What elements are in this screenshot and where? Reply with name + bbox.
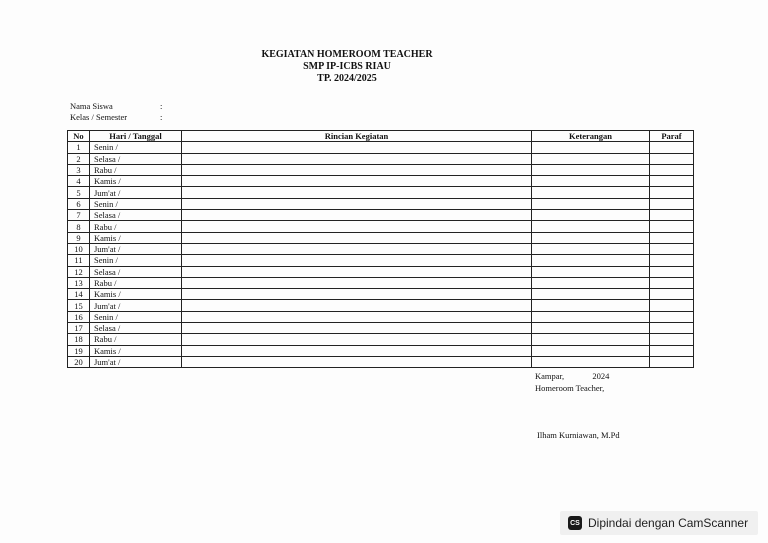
row-activity-details bbox=[182, 210, 532, 221]
row-number: 4 bbox=[68, 176, 90, 187]
row-number: 1 bbox=[68, 142, 90, 153]
row-day-date: Jum'at / bbox=[90, 356, 182, 367]
row-number: 16 bbox=[68, 311, 90, 322]
row-day-date: Selasa / bbox=[90, 210, 182, 221]
row-day-date: Kamis / bbox=[90, 345, 182, 356]
row-signature bbox=[650, 221, 694, 232]
row-activity-details bbox=[182, 311, 532, 322]
signature-place: Kampar, bbox=[535, 371, 565, 381]
class-semester-row bbox=[70, 112, 162, 123]
row-notes bbox=[532, 198, 650, 209]
row-number: 13 bbox=[68, 277, 90, 288]
table-row bbox=[68, 243, 694, 254]
student-info bbox=[70, 101, 162, 123]
camscanner-text: Dipindai dengan CamScanner bbox=[588, 516, 749, 530]
row-number: 15 bbox=[68, 300, 90, 311]
row-signature bbox=[650, 187, 694, 198]
row-signature bbox=[650, 289, 694, 300]
table-row bbox=[68, 356, 694, 367]
row-signature bbox=[650, 323, 694, 334]
col-header-no: No bbox=[68, 131, 90, 142]
table-row bbox=[68, 345, 694, 356]
row-signature bbox=[650, 277, 694, 288]
row-notes bbox=[532, 164, 650, 175]
header-title: KEGIATAN HOMEROOM TEACHER bbox=[261, 49, 433, 60]
header-school: SMP IP-ICBS RIAU bbox=[303, 61, 391, 72]
row-day-date: Kamis / bbox=[90, 176, 182, 187]
table-row bbox=[68, 289, 694, 300]
row-signature bbox=[650, 176, 694, 187]
col-header-day-date: Hari / Tanggal bbox=[90, 131, 182, 142]
camscanner-logo-icon: CS bbox=[568, 516, 582, 530]
row-notes bbox=[532, 311, 650, 322]
row-number: 10 bbox=[68, 243, 90, 254]
row-activity-details bbox=[182, 277, 532, 288]
row-day-date: Selasa / bbox=[90, 266, 182, 277]
row-activity-details bbox=[182, 187, 532, 198]
row-signature bbox=[650, 153, 694, 164]
row-signature bbox=[650, 266, 694, 277]
row-day-date: Rabu / bbox=[90, 334, 182, 345]
row-notes bbox=[532, 142, 650, 153]
row-activity-details bbox=[182, 142, 532, 153]
row-activity-details bbox=[182, 164, 532, 175]
row-signature bbox=[650, 345, 694, 356]
col-header-signature: Paraf bbox=[650, 131, 694, 142]
table-row bbox=[68, 323, 694, 334]
table-row bbox=[68, 232, 694, 243]
row-activity-details bbox=[182, 356, 532, 367]
student-name-label: Nama Siswa bbox=[70, 101, 113, 111]
col-header-notes: Keterangan bbox=[532, 131, 650, 142]
row-signature bbox=[650, 311, 694, 322]
row-notes bbox=[532, 221, 650, 232]
row-signature bbox=[650, 243, 694, 254]
row-day-date: Selasa / bbox=[90, 323, 182, 334]
row-activity-details bbox=[182, 232, 532, 243]
row-notes bbox=[532, 232, 650, 243]
table-row bbox=[68, 266, 694, 277]
row-notes bbox=[532, 210, 650, 221]
row-notes bbox=[532, 334, 650, 345]
row-notes bbox=[532, 289, 650, 300]
row-day-date: Senin / bbox=[90, 311, 182, 322]
row-number: 7 bbox=[68, 210, 90, 221]
row-day-date: Senin / bbox=[90, 255, 182, 266]
row-notes bbox=[532, 266, 650, 277]
row-number: 14 bbox=[68, 289, 90, 300]
table-row bbox=[68, 164, 694, 175]
row-signature bbox=[650, 142, 694, 153]
row-signature bbox=[650, 198, 694, 209]
row-number: 2 bbox=[68, 153, 90, 164]
table-row bbox=[68, 311, 694, 322]
row-signature bbox=[650, 232, 694, 243]
row-signature bbox=[650, 300, 694, 311]
header-year: TP. 2024/2025 bbox=[317, 73, 377, 84]
row-activity-details bbox=[182, 323, 532, 334]
row-notes bbox=[532, 323, 650, 334]
row-signature bbox=[650, 356, 694, 367]
row-day-date: Selasa / bbox=[90, 153, 182, 164]
row-number: 3 bbox=[68, 164, 90, 175]
class-semester-colon: : bbox=[160, 112, 163, 122]
row-activity-details bbox=[182, 300, 532, 311]
table-header-row bbox=[68, 131, 694, 142]
row-day-date: Senin / bbox=[90, 198, 182, 209]
row-signature bbox=[650, 255, 694, 266]
row-activity-details bbox=[182, 198, 532, 209]
row-notes bbox=[532, 243, 650, 254]
row-activity-details bbox=[182, 266, 532, 277]
class-semester-label: Kelas / Semester bbox=[70, 112, 128, 122]
camscanner-watermark bbox=[560, 511, 758, 535]
table-row bbox=[68, 176, 694, 187]
signature-block bbox=[535, 370, 609, 394]
student-name-row bbox=[70, 101, 162, 112]
signer-name: Ilham Kurniawan, M.Pd bbox=[537, 430, 620, 440]
signature-year: 2024 bbox=[592, 371, 610, 381]
row-number: 20 bbox=[68, 356, 90, 367]
row-day-date: Rabu / bbox=[90, 221, 182, 232]
row-notes bbox=[532, 300, 650, 311]
table-row bbox=[68, 255, 694, 266]
activity-table bbox=[67, 130, 694, 368]
table-row bbox=[68, 221, 694, 232]
row-activity-details bbox=[182, 334, 532, 345]
row-day-date: Jum'at / bbox=[90, 187, 182, 198]
table-row bbox=[68, 210, 694, 221]
row-signature bbox=[650, 210, 694, 221]
row-number: 8 bbox=[68, 221, 90, 232]
row-day-date: Kamis / bbox=[90, 232, 182, 243]
row-notes bbox=[532, 176, 650, 187]
row-day-date: Rabu / bbox=[90, 164, 182, 175]
row-number: 9 bbox=[68, 232, 90, 243]
row-signature bbox=[650, 334, 694, 345]
row-number: 17 bbox=[68, 323, 90, 334]
row-activity-details bbox=[182, 255, 532, 266]
row-activity-details bbox=[182, 221, 532, 232]
row-activity-details bbox=[182, 153, 532, 164]
table-row bbox=[68, 198, 694, 209]
row-signature bbox=[650, 164, 694, 175]
row-day-date: Senin / bbox=[90, 142, 182, 153]
col-header-activity-details: Rincian Kegiatan bbox=[182, 131, 532, 142]
row-day-date: Jum'at / bbox=[90, 243, 182, 254]
table-row bbox=[68, 300, 694, 311]
row-notes bbox=[532, 277, 650, 288]
row-notes bbox=[532, 356, 650, 367]
row-day-date: Jum'at / bbox=[90, 300, 182, 311]
table-row bbox=[68, 142, 694, 153]
row-activity-details bbox=[182, 345, 532, 356]
signature-role: Homeroom Teacher, bbox=[535, 383, 605, 393]
table-row bbox=[68, 153, 694, 164]
row-activity-details bbox=[182, 289, 532, 300]
row-activity-details bbox=[182, 243, 532, 254]
student-name-colon: : bbox=[160, 101, 163, 111]
table-row bbox=[68, 277, 694, 288]
row-number: 11 bbox=[68, 255, 90, 266]
row-number: 12 bbox=[68, 266, 90, 277]
row-notes bbox=[532, 187, 650, 198]
table-row bbox=[68, 334, 694, 345]
row-day-date: Kamis / bbox=[90, 289, 182, 300]
row-day-date: Rabu / bbox=[90, 277, 182, 288]
row-notes bbox=[532, 345, 650, 356]
row-number: 18 bbox=[68, 334, 90, 345]
place-date-line bbox=[535, 370, 609, 382]
row-activity-details bbox=[182, 176, 532, 187]
row-number: 6 bbox=[68, 198, 90, 209]
document-header bbox=[0, 49, 694, 85]
row-notes bbox=[532, 255, 650, 266]
table-row bbox=[68, 187, 694, 198]
row-number: 5 bbox=[68, 187, 90, 198]
row-number: 19 bbox=[68, 345, 90, 356]
row-notes bbox=[532, 153, 650, 164]
